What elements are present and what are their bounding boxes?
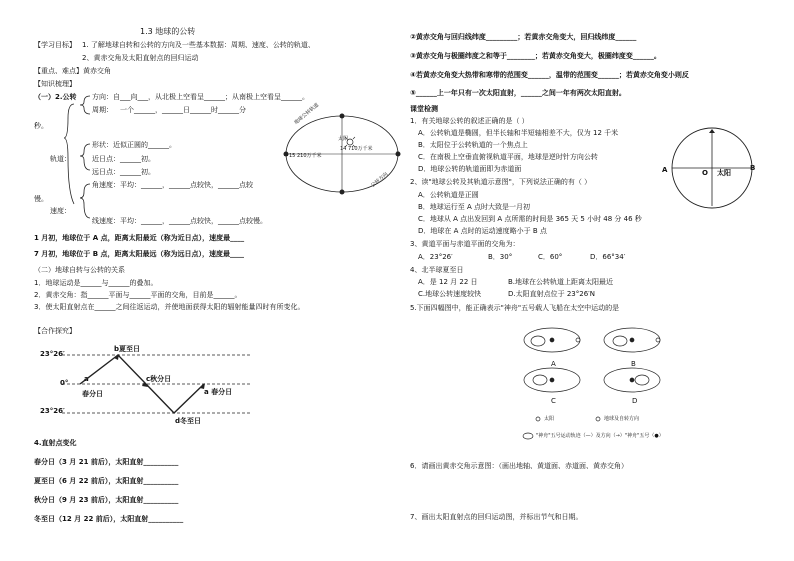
option-b-inner xyxy=(613,336,627,346)
circle-sun-label: 太阳 xyxy=(717,169,731,177)
circle-point-b: B xyxy=(750,164,756,172)
relation-3: 3．使太阳直射点在______之间往返运动，并使地面获得太阳的辐射能量四时有所变化。 xyxy=(34,303,305,311)
january-line: 1 月初，地球位于 A 点，距离太阳最近（称为近日点），速度最____ xyxy=(34,234,245,242)
linear-speed-line: 线速度：平均：______，______点较快，______点较慢。 xyxy=(92,217,267,225)
relation-2: 2．黄赤交角：指______平面与______平面的交角，目前是______。 xyxy=(34,291,242,299)
lat-equator-label: 0° xyxy=(60,379,69,387)
option-d-inner xyxy=(635,375,649,385)
circle-arrow-top xyxy=(709,129,715,133)
option-c-inner xyxy=(533,375,547,385)
test-4-c: C.地球公转速度较快 xyxy=(418,290,482,298)
orbit-diagram xyxy=(284,114,401,195)
legend-earth-icon xyxy=(596,417,600,421)
autumn-equinox-label: c秋分日 xyxy=(146,375,172,383)
slow-text: 慢。 xyxy=(34,195,48,203)
question-3: ③黄赤交角与极圈纬度之和等于________；若黄赤交角变大，极圈纬度变______。 xyxy=(410,52,661,60)
test-3-a: A．23°26′ xyxy=(418,253,453,261)
orbit-sun-rays xyxy=(345,137,355,147)
test-2-d: D．地球在 A 点时的运动速度略小于 B 点 xyxy=(418,227,547,235)
option-b-center xyxy=(630,338,634,342)
equinox-autumn-line: 秋分日（9 月 23 前后），太阳直射__________ xyxy=(34,496,179,504)
orbit-earth-top xyxy=(340,114,345,119)
legend-orbit: "神舟"五号运动轨迹（—）及方向（→）"神舟"五号（●） xyxy=(536,433,664,439)
test-5: 5.下面四幅图中，能正确表示"神舟"五号载人飞船在太空中运动的是 xyxy=(410,304,620,312)
goal-1: 1. 了解地球自转和公转的方向及一些基本数据：周期、速度、公转的轨道、 xyxy=(82,41,315,49)
direct-point-diagram xyxy=(62,354,250,413)
option-diagrams xyxy=(523,328,660,439)
question-4: ④若黄赤交角变大热带和寒带的范围变______，温带的范围变______；若黄赤交角变小则反 xyxy=(410,71,689,79)
legend-orbit-icon xyxy=(523,433,533,439)
test-1-c: C．在南极上空垂直俯视轨道平面，地球是逆时针方向公转 xyxy=(418,153,598,161)
section-2-heading: （二）地球自转与公转的关系 xyxy=(34,266,125,274)
orbit-label: 轨道： xyxy=(50,155,71,163)
orbit-dist-b: 14 710万千米 xyxy=(340,146,373,152)
period-text: 一个______，______日______时______分 xyxy=(120,106,246,114)
test-2-a: A．公转轨道是正圆 xyxy=(418,191,479,199)
test-4-b: B.地球在公转轨道上距离太阳最近 xyxy=(508,278,614,286)
circle-point-a: A xyxy=(662,166,668,174)
test-heading: 课堂检测 xyxy=(410,105,438,113)
test-1-a: A．公转轨道是椭圆，但半长轴和半短轴相差不大，仅为 12 千米 xyxy=(418,129,619,137)
test-7: 7、画出太阳直射点的回归运动图，并标出节气和日期。 xyxy=(410,513,583,521)
orbit-direction-label: 公转方向 xyxy=(370,171,390,189)
solstice-winter-line: 冬至日（12 月 22 前后），太阳直射__________ xyxy=(34,515,184,523)
page-title: 1.3 地球的公转 xyxy=(140,27,196,36)
option-c-center xyxy=(550,378,554,382)
option-b-earth xyxy=(656,338,660,342)
test-4-a: A．是 12 月 22 日 xyxy=(418,278,478,286)
seconds-text: 秒。 xyxy=(34,122,48,130)
orbit-earth-b xyxy=(396,152,401,157)
test-3-c: C．60° xyxy=(538,253,563,261)
test-3-b: B．30° xyxy=(488,253,513,261)
direction-line: 方向：自___向___，从北极上空看呈______；从南极上空看呈______。 xyxy=(92,93,309,101)
revolution-heading: （一）2.公转 xyxy=(34,93,77,101)
brace-speed xyxy=(80,184,90,218)
orbit-sun-icon xyxy=(347,139,353,145)
brace-revolution xyxy=(64,104,74,204)
option-a-center xyxy=(550,338,554,342)
summer-solstice-label: b夏至日 xyxy=(114,345,141,353)
test-4: 4、北半球夏至日 xyxy=(410,266,464,274)
goals-label: 【学习目标】 xyxy=(34,41,76,49)
relation-1: 1．地球运动是______与______的叠加。 xyxy=(34,279,158,287)
option-a-earth xyxy=(576,338,580,342)
solstice-summer-line: 夏至日（6 月 22 前后），太阳直射__________ xyxy=(34,477,179,485)
orbit-name-label: 地球公转轨道 xyxy=(293,102,321,127)
brace-orbit xyxy=(80,144,90,170)
july-line: 7 月初，地球位于 B 点，距离太阳最远（称为远日点），速度最____ xyxy=(34,250,245,258)
winter-solstice-label: d冬至日 xyxy=(175,417,202,425)
angular-speed-line: 角速度：平均：______，______点较快，______点较 xyxy=(92,181,253,189)
lat-north-label: 23°26′ xyxy=(40,350,65,358)
focus-line: 【重点、难点】黄赤交角 xyxy=(34,67,111,75)
explore-label: 【合作探究】 xyxy=(34,327,76,335)
test-2-b: B．地球运行至 A 点时大致是一月初 xyxy=(418,203,531,211)
option-d-center xyxy=(630,378,634,382)
circle-diagram xyxy=(672,128,752,208)
legend-sun: 太阳 xyxy=(544,416,555,422)
question-2: ②黄赤交角与回归线纬度_________；若黄赤交角变大，回归线纬度______ xyxy=(410,33,637,41)
point-a-label: a xyxy=(84,375,89,383)
test-3-d: D．66°34′ xyxy=(590,253,626,261)
equinox-spring-line: 春分日（3 月 21 前后），太阳直射__________ xyxy=(34,458,179,466)
spring-equinox-label-2: a 春分日 xyxy=(204,388,233,396)
goal-2: 2、黄赤交角及太阳直射点的回归运动 xyxy=(82,54,199,62)
test-6: 6．请画出黄赤交角示意图：（画出地轴、黄道面、赤道面、黄赤交角） xyxy=(410,462,628,470)
change-heading: 4.直射点变化 xyxy=(34,439,77,447)
orbit-sun-label: 太阳 xyxy=(338,136,349,142)
test-1: 1．有关地球公转的叙述正确的是（ ） xyxy=(410,117,529,125)
test-3: 3、黄道平面与赤道平面的交角为： xyxy=(410,240,520,248)
speed-label: 速度： xyxy=(50,207,71,215)
orbit-shape: 形状：近似正圆的______。 xyxy=(92,141,176,149)
test-2-c: C．地球从 A 点出发回到 A 点所需的时间是 365 天 5 小时 48 分 46 秒 xyxy=(418,215,642,223)
circle-center-o: O xyxy=(702,169,708,177)
period-label: 周期： xyxy=(92,106,113,114)
option-d-label: D xyxy=(632,397,638,405)
test-2: 2、读"地球公转及其轨道示意图"，下列说法正确的有（ ） xyxy=(410,178,592,186)
aphelion-line: 远日点：______初。 xyxy=(92,168,155,176)
knowledge-label: 【知识梳理】 xyxy=(34,80,76,88)
brace-direction-period xyxy=(80,96,90,114)
test-1-b: B．太阳位于公转轨道的一个焦点上 xyxy=(418,141,528,149)
legend-earth: 地球及自转方向 xyxy=(604,416,640,422)
legend-sun-icon xyxy=(536,417,540,421)
test-4-d: D.太阳直射点位于 23°26′N xyxy=(508,290,595,298)
test-1-d: D．地球公转的轨道面即为赤道面 xyxy=(418,165,522,173)
question-5: ⑤______上一年只有一次太阳直射，______之间一年有两次太阳直射。 xyxy=(410,89,626,97)
orbit-earth-bottom xyxy=(340,190,345,195)
orbit-dist-a: 15 210万千米 xyxy=(289,153,322,159)
orbit-earth-a xyxy=(284,152,289,157)
option-a-inner xyxy=(531,336,545,346)
option-c-label: C xyxy=(551,397,556,405)
option-b-label: B xyxy=(631,360,636,368)
spring-equinox-label-1: 春分日 xyxy=(82,390,103,398)
perihelion-line: 近日点：______初。 xyxy=(92,155,155,163)
option-a-label: A xyxy=(551,360,556,368)
lat-south-label: 23°26′ xyxy=(40,407,65,415)
